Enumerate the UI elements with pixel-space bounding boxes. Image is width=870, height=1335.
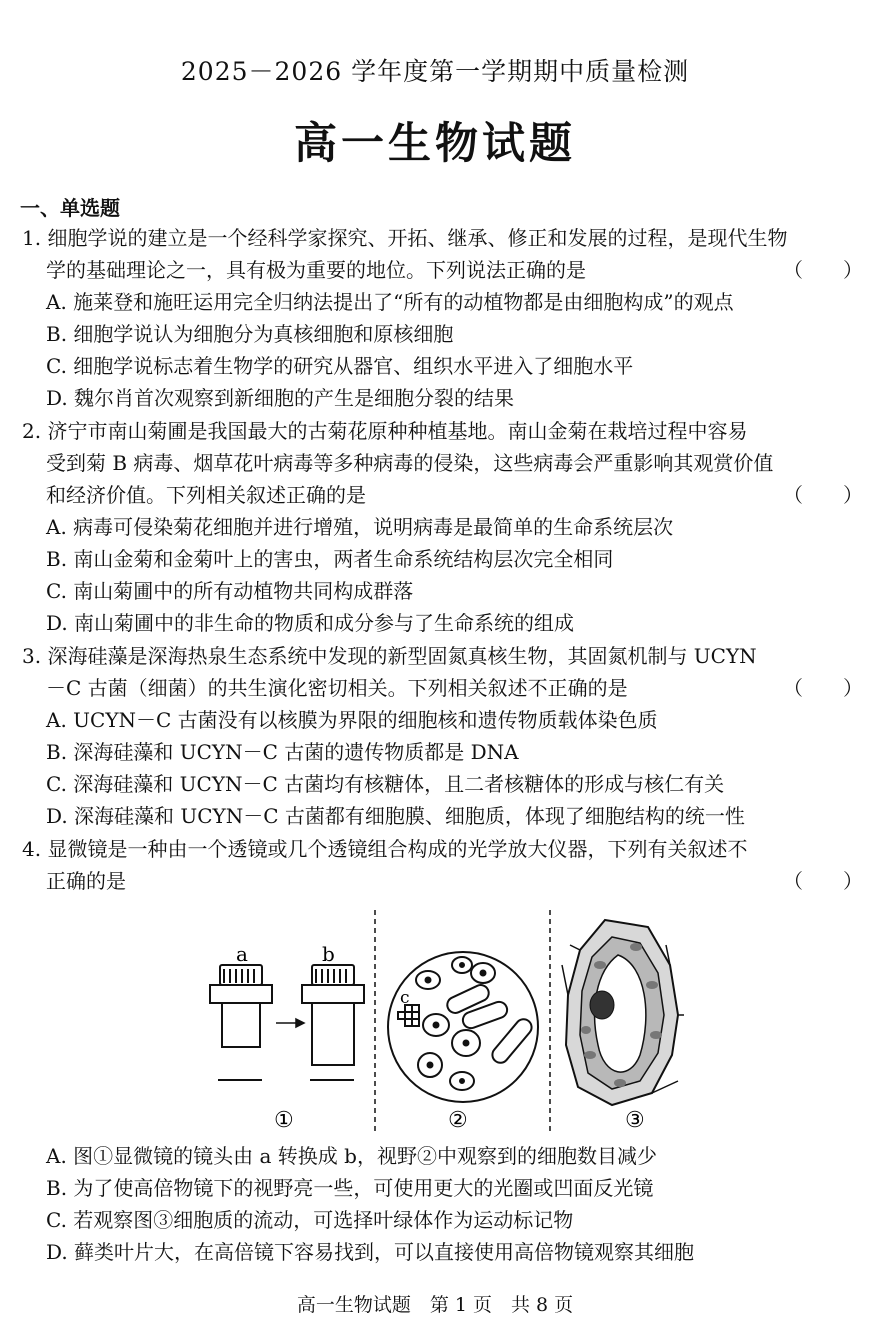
q2-option-c: C. 南山菊圃中的所有动植物共同构成群落	[46, 579, 414, 603]
label-a: a	[236, 942, 248, 966]
q1-option-c: C. 细胞学说标志着生物学的研究从器官、组织水平进入了细胞水平	[46, 354, 634, 378]
q4-option-c: C. 若观察图③细胞质的流动，可选择叶绿体作为运动标记物	[46, 1208, 574, 1232]
label-b: b	[322, 942, 335, 966]
section-heading: 一、单选题	[20, 196, 120, 220]
q2-option-d: D. 南山菊圃中的非生命的物质和成分参与了生命系统的组成	[46, 611, 575, 635]
arrow-icon	[276, 1019, 304, 1027]
q4-option-a: A. 图①显微镜的镜头由 a 转换成 b，视野②中观察到的细胞数目减少	[46, 1144, 657, 1168]
q4-answer-bracket: （ ）	[783, 869, 863, 893]
q1-stem-line-1: 1. 细胞学说的建立是一个经科学家探究、开拓、继承、修正和发展的过程，是现代生物	[22, 226, 788, 250]
microscope-figure	[200, 905, 690, 1140]
q2-stem-line-3: 和经济价值。下列相关叙述正确的是	[46, 483, 366, 507]
q3-stem-line-2: －C 古菌（细菌）的共生演化密切相关。下列相关叙述不正确的是	[46, 676, 628, 700]
field-of-view	[388, 952, 538, 1102]
exam-header: 2025－2026 学年度第一学期期中质量检测	[180, 57, 690, 86]
q4-stem-line-1: 4. 显微镜是一种由一个透镜或几个透镜组合构成的光学放大仪器，下列有关叙述不	[22, 837, 748, 861]
q3-answer-bracket: （ ）	[783, 676, 863, 700]
label-c: c	[400, 988, 410, 1008]
q1-option-a: A. 施莱登和施旺运用完全归纳法提出了“所有的动植物都是由细胞构成”的观点	[46, 290, 734, 314]
q3-option-d: D. 深海硅藻和 UCYN－C 古菌都有细胞膜、细胞质，体现了细胞结构的统一性	[46, 804, 745, 828]
q1-stem-line-2: 学的基础理论之一，具有极为重要的地位。下列说法正确的是	[46, 258, 586, 282]
q2-option-b: B. 南山金菊和金菊叶上的害虫，两者生命系统结构层次完全相同	[46, 547, 614, 571]
panel-3-label: ③	[625, 1108, 645, 1133]
q4-option-b: B. 为了使高倍物镜下的视野亮一些，可使用更大的光圈或凹面反光镜	[46, 1176, 654, 1200]
page-title: 高一生物试题	[294, 119, 576, 169]
q2-option-a: A. 病毒可侵染菊花细胞并进行增殖，说明病毒是最简单的生命系统层次	[46, 515, 674, 539]
q4-stem-line-2: 正确的是	[46, 869, 126, 893]
q2-stem-line-2: 受到菊 B 病毒、烟草花叶病毒等多种病毒的侵染，这些病毒会严重影响其观赏价值	[46, 451, 774, 475]
plant-cell	[562, 920, 684, 1105]
q3-option-a: A. UCYN－C 古菌没有以核膜为界限的细胞核和遗传物质载体染色质	[46, 708, 658, 732]
q1-option-d: D. 魏尔肖首次观察到新细胞的产生是细胞分裂的结果	[46, 386, 515, 410]
objective-lens-a	[210, 965, 272, 1080]
q3-option-b: B. 深海硅藻和 UCYN－C 古菌的遗传物质都是 DNA	[46, 740, 519, 764]
objective-lens-b	[302, 965, 364, 1080]
q3-option-c: C. 深海硅藻和 UCYN－C 古菌均有核糖体，且二者核糖体的形成与核仁有关	[46, 772, 725, 796]
q4-option-d: D. 藓类叶片大，在高倍镜下容易找到，可以直接使用高倍物镜观察其细胞	[46, 1240, 695, 1264]
q4-figure	[200, 905, 690, 1140]
q3-stem-line-1: 3. 深海硅藻是深海热泉生态系统中发现的新型固氮真核生物，其固氮机制与 UCYN	[22, 644, 757, 668]
q1-answer-bracket: （ ）	[783, 258, 863, 282]
panel-2-label: ②	[448, 1108, 468, 1133]
q2-stem-line-1: 2. 济宁市南山菊圃是我国最大的古菊花原种种植基地。南山金菊在栽培过程中容易	[22, 419, 748, 443]
q1-option-b: B. 细胞学说认为细胞分为真核细胞和原核细胞	[46, 322, 454, 346]
panel-1-label: ①	[274, 1108, 294, 1133]
q2-answer-bracket: （ ）	[783, 483, 863, 507]
page-footer: 高一生物试题 第 1 页 共 8 页	[296, 1294, 574, 1316]
